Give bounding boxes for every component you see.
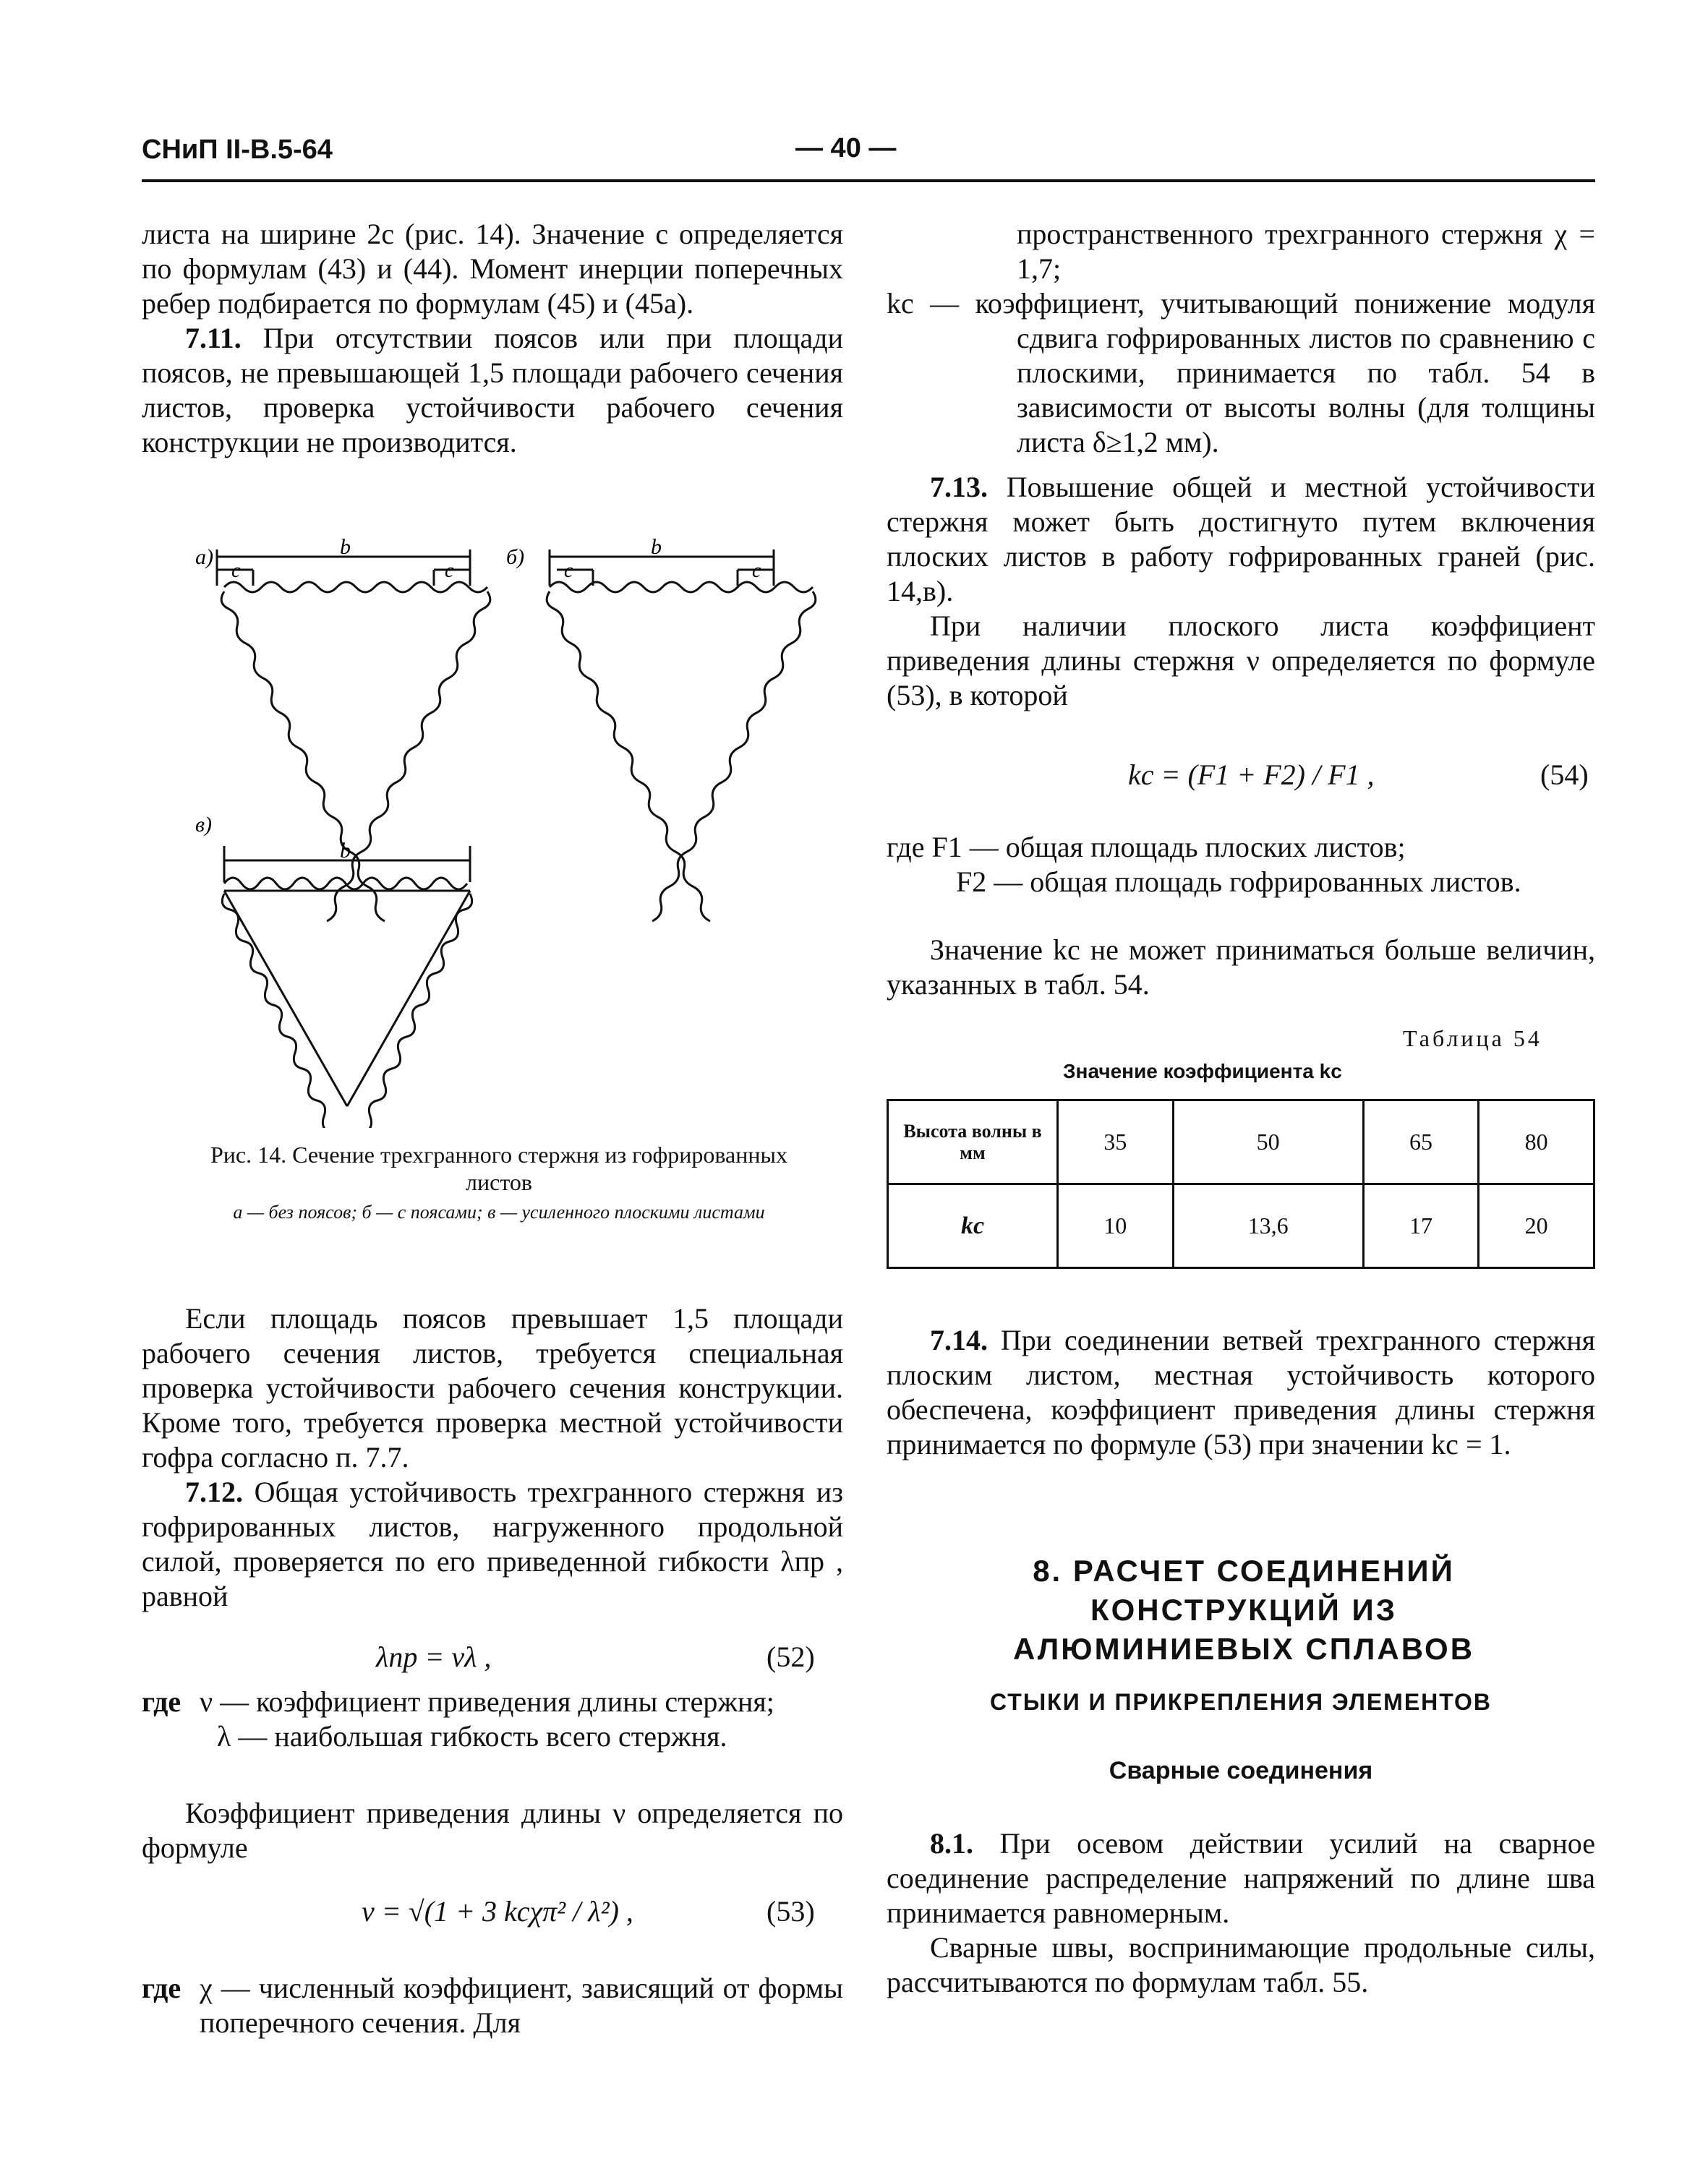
figure-14b	[547, 549, 816, 921]
dim-c-4: c	[752, 560, 761, 582]
definitions-52	[142, 1685, 843, 1754]
subsection-title: СТЫКИ И ПРИКРЕПЛЕНИЯ ЭЛЕМЕНТОВ	[989, 1689, 1493, 1715]
dim-b-3: b	[340, 839, 351, 863]
definition-chi-row	[142, 1971, 843, 2040]
clause-text: При отсутствии поясов или при площади поясов, не превышающей 1,5 площади рабочего сечения листов, проверка устойчивости рабочего сечения конструкции не производится.	[142, 322, 843, 458]
header-rule	[142, 179, 1595, 182]
definition-lambda: λ — наибольшая гибкость всего стержня.	[217, 1720, 727, 1753]
right-paragraph-4: Сварные швы, воспринимающие продольные силы, рассчитываются по формулам табл. 55.	[887, 1931, 1595, 1998]
left-intro-block	[142, 217, 843, 460]
dim-b-1: b	[340, 535, 351, 559]
clause-7-14	[887, 1323, 1595, 1462]
definition-kc: kc — коэффициент, учитывающий понижение модуля сдвига гофрированных листов по сравнению с плоскими, принимается по табл. 54 в зависимости от высоты волны (для толщины листа δ≥1,2 мм).	[887, 287, 1595, 458]
figure-subcaption: а — без поясов; б — с поясами; в — усиленного плоскими листами	[233, 1202, 765, 1223]
equation-52-number: (52)	[767, 1641, 815, 1673]
table-cell-value: 20	[1479, 1184, 1594, 1268]
label-v: в)	[195, 813, 213, 837]
label-b: б)	[506, 545, 525, 569]
left-lower-block	[142, 1301, 843, 1614]
definition-f2: F2 — общая площадь гофрированных листов.	[956, 865, 1521, 898]
equation-54-number: (54)	[1540, 758, 1589, 791]
table-cell-value: 10	[1058, 1184, 1174, 1268]
table-cell-height: 65	[1363, 1100, 1479, 1184]
clause-text: Общая устойчивость трехгранного стержня из гофрированных листов, нагруженного продольной силой, проверяется по его приведенной гибкости λпр , равной	[142, 1476, 843, 1612]
figure-14	[195, 535, 832, 1128]
equation-52: λпр = νλ ,	[376, 1641, 492, 1673]
equation-53: ν = √(1 + 3 kcχπ² / λ²) ,	[362, 1895, 633, 1928]
label-a: а)	[195, 545, 213, 569]
definition-f1: где F1 — общая площадь плоских листов;	[887, 831, 1406, 863]
definition-chi: χ — численный коэффициент, зависящий от формы поперечного сечения. Для	[200, 1972, 843, 2039]
table-cell-height: 50	[1173, 1100, 1363, 1184]
clause-8-1	[887, 1826, 1595, 1930]
coefficient-table	[887, 1099, 1595, 1269]
clause-7-11	[142, 321, 843, 460]
table-cell-height: 80	[1479, 1100, 1594, 1184]
table-header-row	[888, 1100, 1594, 1184]
table-kc-row	[888, 1184, 1594, 1268]
definition-nu: ν — коэффициент приведения длины стержня;	[200, 1685, 774, 1718]
table-title: Значение коэффициента kc	[1063, 1060, 1342, 1082]
dim-c-3: c	[564, 560, 573, 582]
right-paragraph-2: При наличии плоского листа коэффициент приведения длины стержня ν определяется по формуле (53), в которой	[887, 610, 1595, 711]
right-paragraph-3: Значение kc не может приниматься больше величин, указанных в табл. 54.	[887, 933, 1595, 1001]
clause-number: 7.11.	[185, 322, 242, 354]
clause-number: 7.12.	[185, 1476, 243, 1508]
where-label: где	[142, 1685, 182, 1718]
clause-7-13	[887, 470, 1595, 609]
clause-text: При соединении ветвей трехгранного стержня плоским листом, местная устойчивость которого обеспечена, коэффициент приведения длины стержня принимается по формуле (53) при значении kc = 1.	[887, 1324, 1595, 1460]
definitions-54	[887, 830, 1595, 899]
figure-14v	[222, 846, 471, 1128]
clause-number: 7.14.	[930, 1324, 988, 1356]
clause-number: 7.13.	[930, 471, 988, 503]
subsubsection-title: Сварные соединения	[1109, 1757, 1373, 1784]
equation-54: kc = (F1 + F2) / F1 ,	[1128, 758, 1375, 791]
section-8-title: 8. РАСЧЕТ СОЕДИНЕНИЙ КОНСТРУКЦИЙ ИЗ АЛЮМИНИЕВЫХ СПЛАВОВ	[1012, 1554, 1475, 1666]
page-number: — 40 —	[795, 133, 897, 163]
clause-7-12	[142, 1475, 843, 1614]
clause-text: При осевом действии усилий на сварное соединение распределение напряжений по длине шва принимается равномерным.	[887, 1827, 1595, 1929]
figure-caption: Рис. 14. Сечение трехгранного стержня из гофрированных листов	[210, 1142, 787, 1195]
left-paragraph-2: Если площадь поясов превышает 1,5 площади рабочего сечения листов, требуется специальная проверка устойчивости рабочего сечения конструкции. Кроме того, требуется проверка местной устойчивости гофра согласно п. 7.7.	[142, 1302, 843, 1474]
right-paragraph-3-block	[887, 933, 1595, 1002]
table-row-label: kc	[888, 1184, 1058, 1268]
left-paragraph-3: Коэффициент приведения длины ν определяется по формуле	[142, 1797, 843, 1864]
table-cell-height: 35	[1058, 1100, 1174, 1184]
clause-text: Повышение общей и местной устойчивости стержня может быть достигнуто путем включения плоских листов в работу гофрированных граней (рис. 14,в).	[887, 471, 1595, 607]
right-top-block	[887, 217, 1595, 713]
right-paragraph-1: пространственного трехгранного стержня χ = 1,7;	[1017, 218, 1595, 285]
equation-53-number: (53)	[767, 1895, 815, 1928]
clause-7-14-block	[887, 1323, 1595, 1462]
dim-c-2: c	[445, 560, 454, 582]
figure-14a	[217, 549, 490, 921]
table-label: Таблица 54	[1403, 1025, 1542, 1051]
dim-b-2: b	[651, 535, 662, 559]
clause-number: 8.1.	[930, 1827, 973, 1860]
where-label: где	[142, 1972, 182, 2004]
dim-c-1: c	[231, 560, 241, 582]
right-bottom-block	[887, 1826, 1595, 2000]
left-paragraph-1: листа на ширине 2c (рис. 14). Значение c определяется по формулам (43) и (44). Момент инерции поперечных ребер подбирается по формулам (45) и (45а).	[142, 218, 843, 320]
left-paragraph-3-block	[142, 1796, 843, 1865]
document-code: СНиП II-В.5-64	[142, 134, 333, 165]
table-header-label: Высота волны в мм	[888, 1100, 1058, 1184]
table-cell-value: 17	[1363, 1184, 1479, 1268]
table-cell-value: 13,6	[1173, 1184, 1363, 1268]
